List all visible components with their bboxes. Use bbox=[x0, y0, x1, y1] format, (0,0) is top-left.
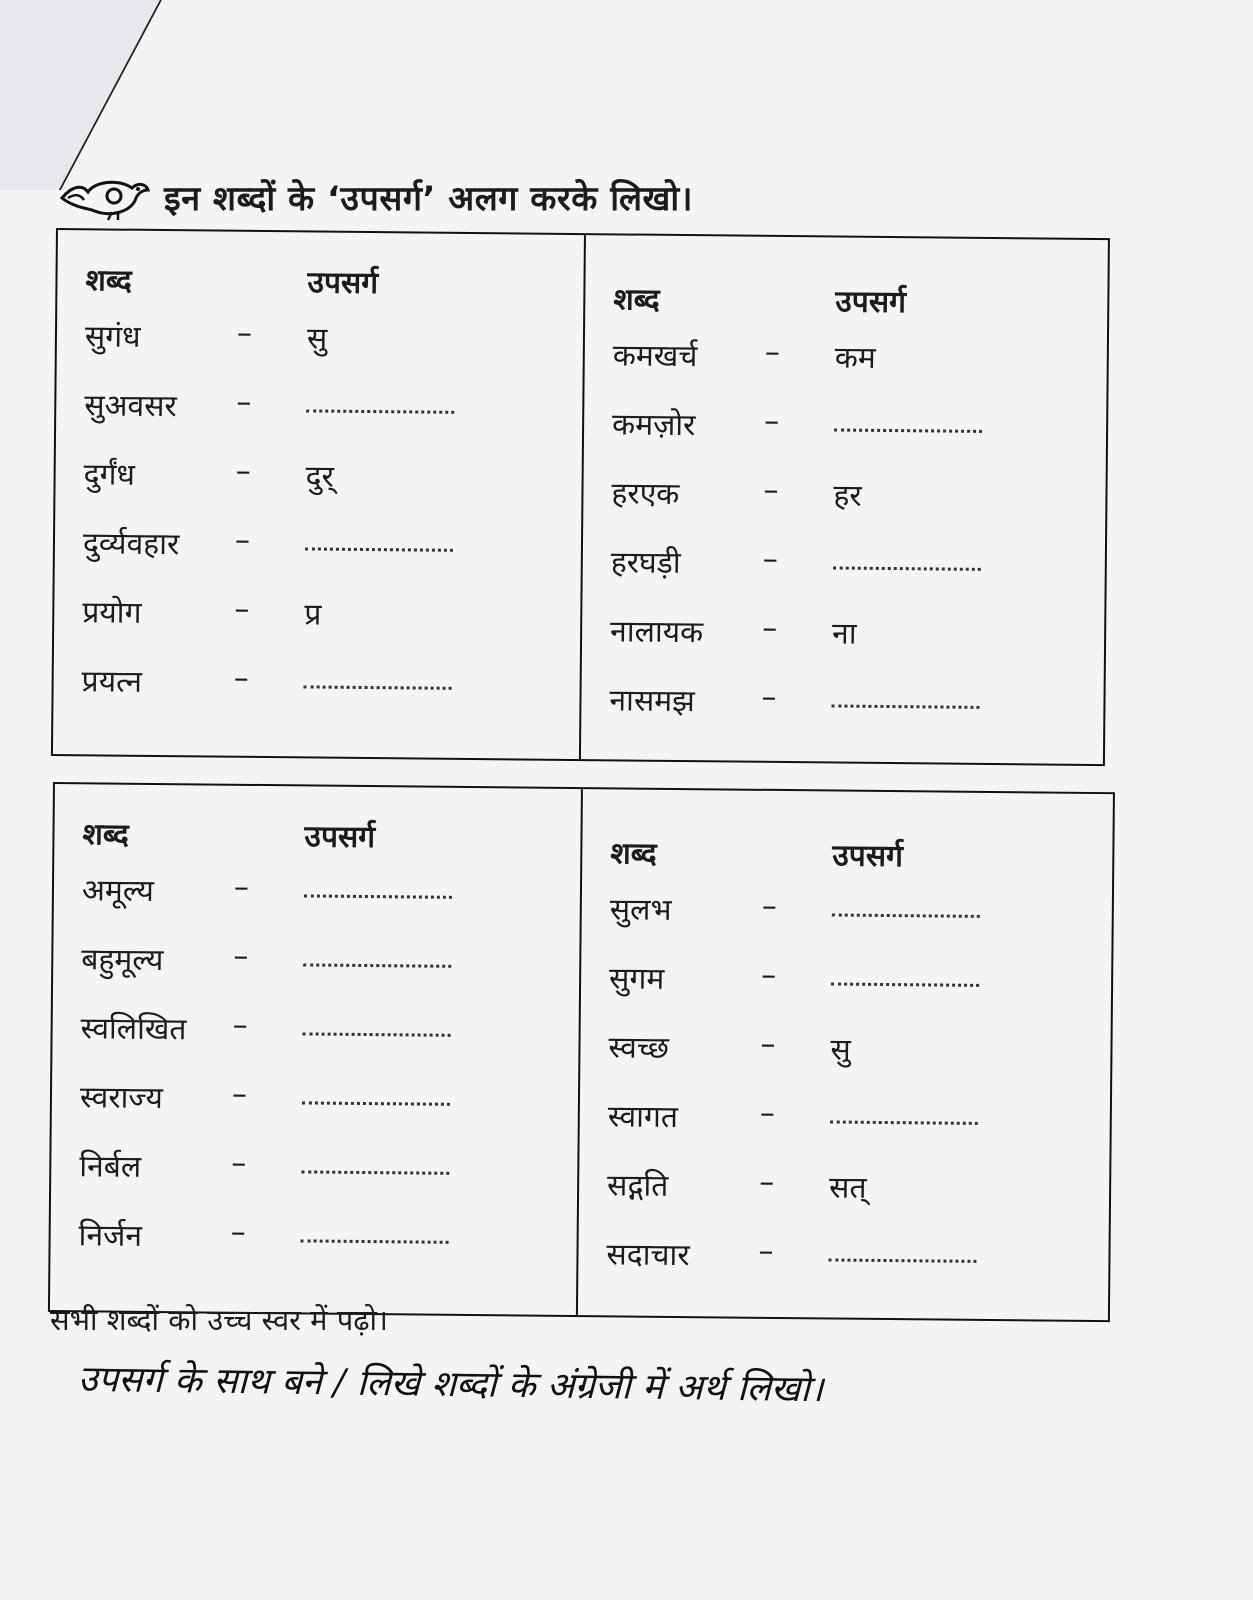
dash-separator: – bbox=[234, 522, 251, 558]
dash-separator: – bbox=[761, 679, 777, 715]
word-text: सुअवसर bbox=[84, 388, 177, 425]
handwritten-instruction: उपसर्ग के साथ बने / लिखे शब्दों के अंग्रेजी में अर्थ लिखो। bbox=[77, 1358, 824, 1411]
dash-separator: – bbox=[232, 1007, 248, 1043]
word-text: दुर्व्यवहार bbox=[82, 526, 180, 563]
word-text: स्वच्छ bbox=[608, 1030, 670, 1066]
instruction-text: इन शब्दों के ‘उपसर्ग’ अलग करके लिखो। bbox=[164, 179, 694, 219]
column-header bbox=[613, 277, 1093, 322]
dash-separator: – bbox=[762, 610, 778, 646]
instruction-heading bbox=[58, 172, 693, 222]
dash-separator: – bbox=[235, 453, 251, 489]
dash-separator: – bbox=[764, 403, 780, 439]
prefix-blank[interactable] bbox=[833, 542, 981, 578]
prefix-blank[interactable] bbox=[301, 1215, 449, 1251]
word-text: कमखर्च bbox=[612, 338, 698, 375]
word-row bbox=[80, 1006, 560, 1055]
word-row bbox=[82, 590, 562, 639]
prefix-blank[interactable] bbox=[305, 523, 453, 559]
header-prefix: उपसर्ग bbox=[835, 284, 907, 321]
word-row bbox=[613, 333, 1093, 382]
word-text: सद्गति bbox=[606, 1168, 669, 1204]
word-text: स्वागत bbox=[607, 1099, 679, 1136]
word-row bbox=[81, 659, 561, 708]
word-row bbox=[83, 521, 563, 570]
word-row bbox=[606, 1232, 1086, 1281]
word-text: हरएक bbox=[611, 476, 680, 512]
dash-separator: – bbox=[236, 315, 253, 351]
bird-icon bbox=[58, 172, 150, 222]
word-text: सुलभ bbox=[609, 892, 672, 928]
dash-separator: – bbox=[233, 938, 249, 974]
header-word: शब्द bbox=[610, 836, 657, 872]
prefix-blank[interactable] bbox=[832, 889, 980, 925]
word-row bbox=[84, 383, 564, 432]
table-divider bbox=[579, 235, 586, 759]
dash-separator: – bbox=[762, 541, 779, 577]
table-column-left bbox=[78, 784, 583, 1254]
word-row bbox=[81, 937, 561, 986]
dash-separator: – bbox=[234, 591, 250, 627]
column-header bbox=[610, 831, 1090, 876]
prefix-answer: दुर् bbox=[305, 459, 334, 495]
column-header bbox=[85, 258, 565, 303]
prefix-blank[interactable] bbox=[302, 1077, 450, 1113]
table-divider bbox=[576, 789, 583, 1315]
word-text: प्रयत्न bbox=[81, 664, 143, 700]
word-row bbox=[608, 1025, 1088, 1074]
word-row bbox=[610, 887, 1090, 936]
prefix-answer: कम bbox=[834, 340, 876, 376]
word-text: हरघड़ी bbox=[610, 545, 681, 582]
read-aloud-instruction: सभी शब्दों को उच्च स्वर में पढ़ो। bbox=[50, 1303, 389, 1337]
header-word: शब्द bbox=[85, 263, 132, 299]
dash-separator: – bbox=[759, 1164, 775, 1200]
word-text: स्वराज्य bbox=[79, 1080, 164, 1117]
prefix-blank[interactable] bbox=[303, 939, 451, 975]
dash-separator: – bbox=[230, 1214, 246, 1250]
prefix-blank[interactable] bbox=[834, 404, 982, 440]
prefix-answer: सत् bbox=[828, 1170, 867, 1206]
dash-separator: – bbox=[231, 1076, 248, 1112]
word-row bbox=[609, 956, 1089, 1005]
word-text: दुर्गंध bbox=[83, 457, 136, 493]
dash-separator: – bbox=[761, 957, 777, 993]
header-prefix: उपसर्ग bbox=[832, 838, 904, 875]
word-text: सदाचार bbox=[606, 1237, 690, 1274]
prefix-answer: प्र bbox=[304, 597, 322, 633]
word-row bbox=[82, 868, 562, 917]
word-row bbox=[611, 540, 1091, 589]
prefix-blank[interactable] bbox=[831, 958, 979, 994]
prefix-blank[interactable] bbox=[301, 1146, 449, 1182]
word-row bbox=[78, 1213, 558, 1262]
word-text: नालायक bbox=[609, 614, 704, 651]
prefix-blank[interactable] bbox=[306, 385, 454, 421]
word-row bbox=[609, 678, 1089, 727]
prefix-answer: सु bbox=[830, 1032, 851, 1068]
dash-separator: – bbox=[763, 472, 779, 508]
prefix-answer: सु bbox=[306, 321, 328, 357]
word-text: सुगंध bbox=[84, 319, 141, 355]
prefix-blank[interactable] bbox=[831, 680, 979, 716]
word-text: अमूल्य bbox=[81, 873, 155, 909]
page-edge bbox=[0, 0, 183, 190]
word-text: बहुमूल्य bbox=[81, 942, 164, 979]
table-column-right bbox=[606, 803, 1111, 1274]
word-text: स्वलिखित bbox=[80, 1011, 187, 1048]
word-row bbox=[607, 1163, 1087, 1212]
word-text: प्रयोग bbox=[82, 595, 142, 631]
dash-separator: – bbox=[764, 334, 781, 370]
dash-separator: – bbox=[758, 1233, 774, 1269]
dash-separator: – bbox=[233, 869, 250, 905]
dash-separator: – bbox=[236, 384, 252, 420]
dash-separator: – bbox=[231, 1145, 247, 1181]
dash-separator: – bbox=[761, 888, 778, 924]
word-row bbox=[85, 314, 565, 363]
word-text: कमज़ोर bbox=[611, 407, 696, 444]
header-word: शब्द bbox=[82, 817, 129, 853]
word-row bbox=[612, 402, 1092, 451]
prefix-answer: ना bbox=[831, 616, 857, 652]
exercise-table-1 bbox=[51, 228, 1110, 766]
word-row bbox=[79, 1144, 559, 1193]
word-row bbox=[611, 471, 1091, 520]
prefix-blank[interactable] bbox=[304, 870, 452, 906]
word-row bbox=[80, 1075, 560, 1124]
word-text: सुगम bbox=[608, 961, 665, 997]
word-text: निर्जन bbox=[78, 1218, 143, 1254]
word-row bbox=[83, 452, 563, 501]
prefix-blank[interactable] bbox=[828, 1234, 976, 1270]
word-row bbox=[608, 1094, 1088, 1143]
exercise-table-2 bbox=[48, 782, 1115, 1322]
prefix-blank[interactable] bbox=[303, 1008, 451, 1044]
word-row bbox=[610, 609, 1090, 658]
word-text: निर्बल bbox=[79, 1149, 142, 1185]
prefix-answer: हर bbox=[833, 478, 862, 514]
dash-separator: – bbox=[760, 1026, 776, 1062]
dash-separator: – bbox=[233, 660, 249, 696]
column-header bbox=[82, 812, 562, 857]
table-column-right bbox=[609, 249, 1114, 720]
table-column-left bbox=[81, 230, 586, 700]
header-prefix: उपसर्ग bbox=[304, 819, 376, 856]
word-text: नासमझ bbox=[609, 683, 695, 720]
header-word: शब्द bbox=[613, 282, 660, 318]
header-prefix: उपसर्ग bbox=[307, 265, 379, 302]
prefix-blank[interactable] bbox=[304, 661, 452, 697]
dash-separator: – bbox=[759, 1095, 776, 1131]
prefix-blank[interactable] bbox=[830, 1096, 978, 1132]
